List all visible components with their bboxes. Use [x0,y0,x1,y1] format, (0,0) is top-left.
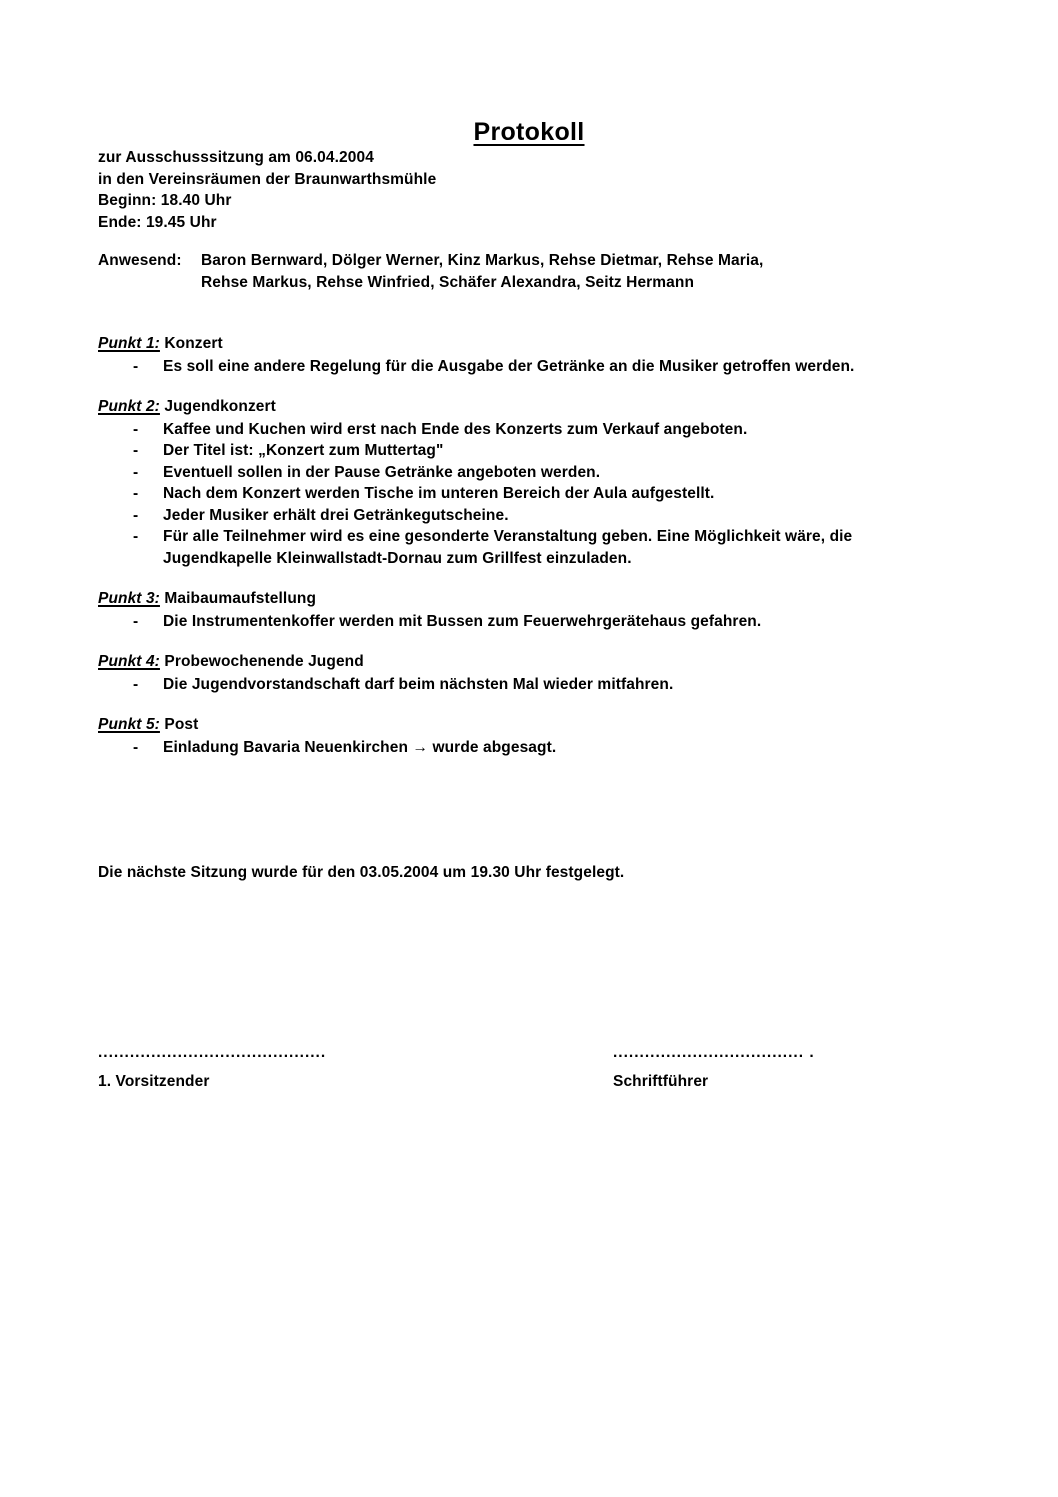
agenda-section [98,714,958,758]
list-item [98,483,958,505]
agenda-section [98,396,958,569]
signature-section [98,1046,958,1093]
section-punkt-label: Punkt 4: [98,653,160,670]
agenda-section [98,333,958,377]
list-item [98,526,958,569]
bullet-dash-icon: - [133,485,139,502]
section-title: Maibaumaufstellung [164,590,317,607]
section-heading [98,714,958,736]
signature-secretary [613,1046,958,1093]
page-title: Protokoll [473,117,585,146]
list-item [98,737,958,759]
section-heading [98,396,958,418]
signature-line: ........................................... [98,1044,327,1061]
section-heading [98,588,958,610]
agenda-section [98,588,958,632]
meeting-meta [98,147,958,233]
bullet-dash-icon: - [133,612,139,630]
bullet-list [98,419,958,570]
list-item-text: Eventuell sollen in der Pause Getränke angeboten werden. [163,463,601,481]
attendees-line: Rehse Markus, Rehse Winfried, Schäfer Alexandra, Seitz Hermann [201,273,695,291]
list-item-text: Die Jugendvorstandschaft darf beim nächsten Mal wieder mitfahren. [163,675,674,693]
attendees-names [201,250,958,293]
bullet-dash-icon: - [133,420,139,438]
meta-line-occasion: zur Ausschusssitzung am 06.04.2004 [98,149,374,166]
agenda-sections [98,333,958,758]
signature-line: .................................... . [613,1044,815,1061]
list-item [98,419,958,441]
list-item-text: Nach dem Konzert werden Tische im unteren Bereich der Aula aufgestellt. [163,485,715,502]
section-title: Jugendkonzert [164,398,276,415]
section-title: Post [164,716,199,733]
closing-note: Die nächste Sitzung wurde für den 03.05.2004 um 19.30 Uhr festgelegt. [98,864,625,881]
list-item-text: Es soll eine andere Regelung für die Ausgabe der Getränke an die Musiker getroffen werden. [163,357,855,375]
bullet-list [98,674,958,696]
bullet-list [98,611,958,633]
attendees-line: Baron Bernward, Dölger Werner, Kinz Markus, Rehse Dietmar, Rehse Maria, [201,252,764,269]
bullet-dash-icon: - [133,528,139,545]
bullet-list [98,356,958,378]
list-item [98,462,958,484]
section-heading [98,333,958,355]
list-item [98,674,958,696]
bullet-list [98,737,958,759]
section-punkt-label: Punkt 3: [98,590,160,607]
signature-chairman [98,1046,613,1093]
section-punkt-label: Punkt 5: [98,716,160,733]
list-item [98,356,958,378]
list-item [98,440,958,462]
list-item-text: Kaffee und Kuchen wird erst nach Ende des Konzerts zum Verkauf angeboten. [163,420,748,438]
signature-label: 1. Vorsitzender [98,1073,210,1090]
list-item-text: Einladung Bavaria Neuenkirchen → wurde abgesagt. [163,738,557,756]
meta-line-start-time: Beginn: 18.40 Uhr [98,192,232,209]
meta-line-end-time: Ende: 19.45 Uhr [98,213,217,231]
bullet-dash-icon: - [133,463,139,481]
signature-label: Schriftführer [613,1073,709,1090]
list-item-text: Die Instrumentenkoffer werden mit Bussen zum Feuerwehrgerätehaus gefahren. [163,612,762,630]
section-punkt-label: Punkt 2: [98,398,160,415]
list-item-text: Für alle Teilnehmer wird es eine gesonderte Veranstaltung geben. Eine Möglichkeit wäre, die Jugendkapelle Kleinwallstadt-Dornau zum Grillfest einzuladen. [163,528,853,567]
bullet-dash-icon: - [133,357,139,375]
meta-line-location: in den Vereinsräumen der Braunwarthsmühle [98,170,437,188]
list-item-text: Der Titel ist: „Konzert zum Muttertag" [163,442,444,459]
list-item [98,505,958,527]
attendees-section [98,250,958,293]
section-title: Probewochenende Jugend [164,653,364,670]
bullet-dash-icon: - [133,675,139,693]
section-title: Konzert [164,335,223,352]
section-heading [98,651,958,673]
section-punkt-label: Punkt 1: [98,335,160,352]
list-item [98,611,958,633]
bullet-dash-icon: - [133,442,139,459]
list-item-text: Jeder Musiker erhält drei Getränkegutscheine. [163,506,509,524]
agenda-section [98,651,958,695]
bullet-dash-icon: - [133,506,139,524]
bullet-dash-icon: - [133,738,139,756]
attendees-label: Anwesend: [98,252,182,269]
